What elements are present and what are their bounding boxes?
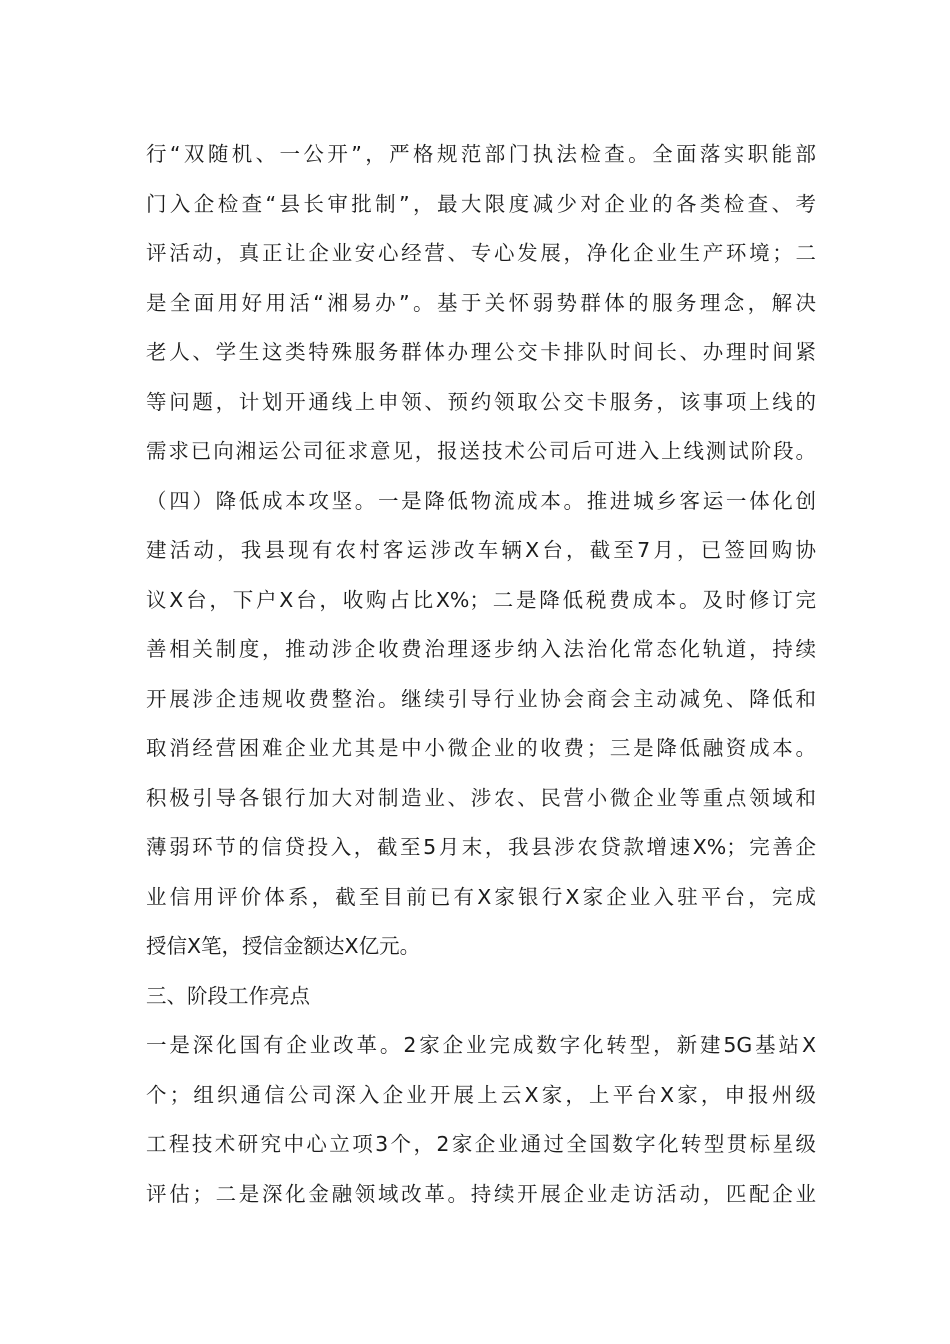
paragraph-line: 积极引导各银行加大对制造业、涉农、民营小微企业等重点领域和 [146, 785, 816, 810]
paragraph-line: 老人、学生这类特殊服务群体办理公交卡排队时间长、办理时间紧 [146, 340, 816, 364]
paragraph-line: 善相关制度，推动涉企收费治理逐步纳入法治化常态化轨道，持续 [146, 637, 816, 661]
paragraph-line: 薄弱环节的信贷投入，截至5月末，我县涉农贷款增速X%；完善企 [146, 835, 816, 859]
paragraph-line: 是全面用好用活“湘易办”。基于关怀弱势群体的服务理念，解决 [146, 290, 816, 315]
paragraph-line: 需求已向湘运公司征求意见，报送技术公司后可进入上线测试阶段。 [146, 439, 816, 463]
paragraph-line: 一是深化国有企业改革。2家企业完成数字化转型，新建5G基站X [146, 1033, 816, 1057]
paragraph-line: 议X台，下户X台，收购占比X%；二是降低税费成本。及时修订完 [146, 587, 816, 612]
paragraph-line: 等问题，计划开通线上申领、预约领取公交卡服务，该事项上线的 [146, 389, 816, 414]
paragraph-line: 建活动，我县现有农村客运涉改车辆X台，截至7月，已签回购协 [146, 538, 816, 562]
paragraph-line: 门入企检查“县长审批制”，最大限度减少对企业的各类检查、考 [146, 191, 816, 216]
paragraph-line: （四）降低成本攻坚。一是降低物流成本。推进城乡客运一体化创 [146, 488, 816, 513]
paragraph-line: 个；组织通信公司深入企业开展上云X家，上平台X家，申报州级 [146, 1082, 816, 1107]
paragraph-line: 取消经营困难企业尤其是中小微企业的收费；三是降低融资成本。 [146, 736, 816, 760]
paragraph-line: 工程技术研究中心立项3个，2家企业通过全国数字化转型贯标星级 [146, 1132, 816, 1156]
paragraph-line: 行“双随机、一公开”，严格规范部门执法检查。全面落实职能部 [146, 142, 816, 166]
section-heading: 三、阶段工作亮点 [146, 983, 310, 1008]
paragraph-line: 开展涉企违规收费整治。继续引导行业协会商会主动减免、降低和 [146, 686, 816, 711]
paragraph-line: 授信X笔，授信金额达X亿元。 [146, 934, 421, 958]
paragraph-line: 评活动，真正让企业安心经营、专心发展，净化企业生产环境；二 [146, 241, 816, 265]
body-text [146, 130, 816, 1219]
paragraph-line: 业信用评价体系，截至目前已有X家银行X家企业入驻平台，完成 [146, 884, 816, 909]
paragraph-line: 评估；二是深化金融领域改革。持续开展企业走访活动，匹配企业 [146, 1181, 816, 1206]
